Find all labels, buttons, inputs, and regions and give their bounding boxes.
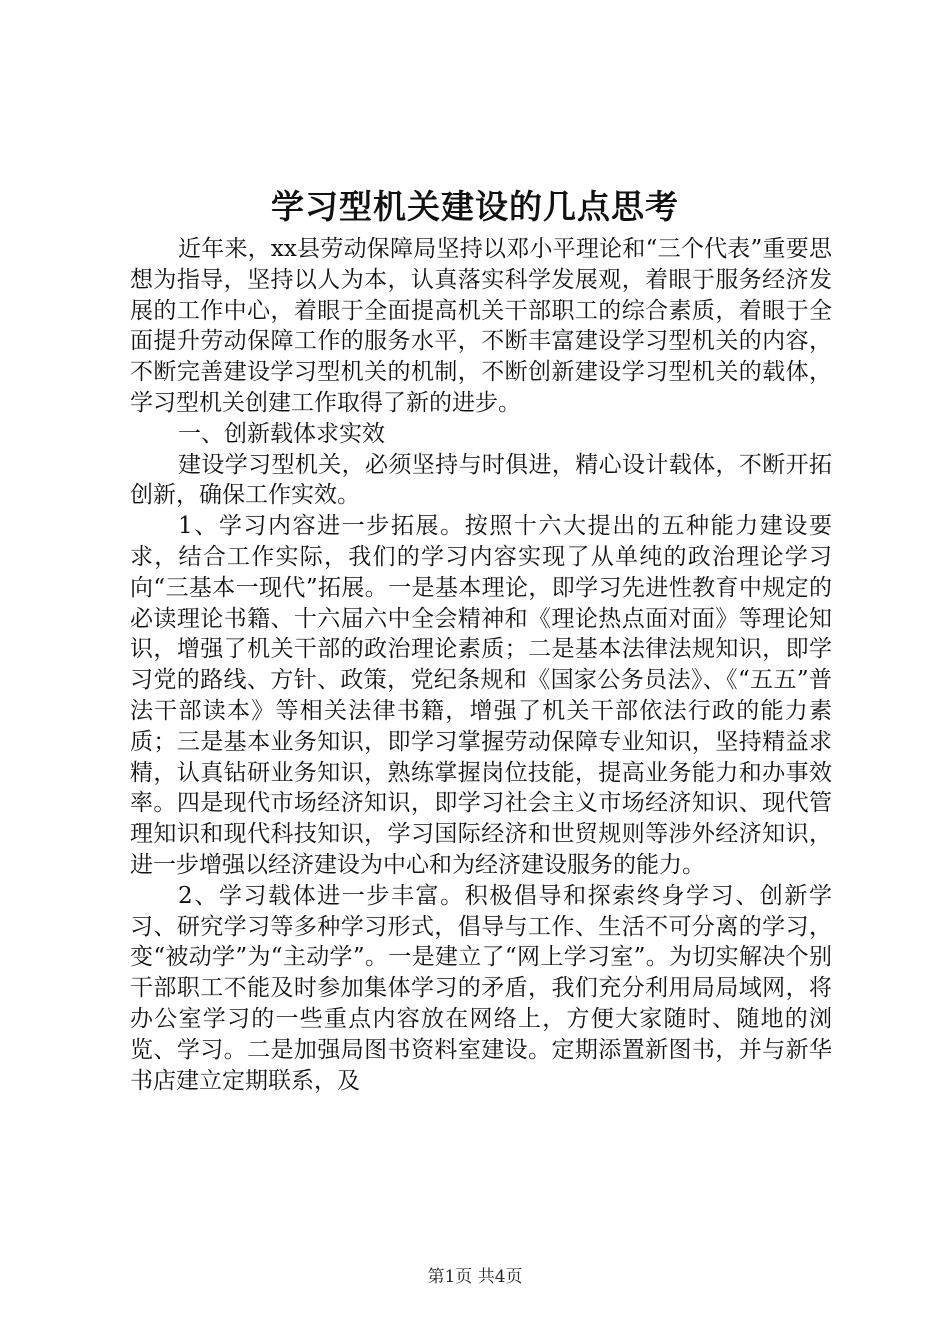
document-title: 学习型机关建设的几点思考	[271, 187, 679, 226]
paragraph-item-2: 2、学习载体进一步丰富。积极倡导和探索终身学习、创新学习、研究学习等多种学习形式，倡导与工作、生活不可分离的学习，变“被动学”为“主动学”。一是建立了“网上学习室”。为切实解决个别干部职工不能及时参加集体学习的矛盾，我们充分利用局局域网，将办公室学习的一些重点内容放在网络上，方便大家随时、随地的浏览、学习。二是加强局图书资料室建设。定期添置新图书，并与新华书店建立定期联系，及	[130, 882, 832, 1094]
section-heading-1: 一、创新载体求实效	[178, 420, 385, 447]
paragraph-item-1: 1、学习内容进一步拓展。按照十六大提出的五种能力建设要求，结合工作实际，我们的学习内容实现了从单纯的政治理论学习向“三基本一现代”拓展。一是基本理论，即学习先进性教育中规定的必读理论书籍、十六届六中全会精神和《理论热点面对面》等理论知识，增强了机关干部的政治理论素质；二是基本法律法规知识，即学习党的路线、方针、政策，党纪条规和《国家公务员法》、《“五五”普法干部读本》等相关法律书籍，增强了机关干部依法行政的能力素质；三是基本业务知识，即学习掌握劳动保障专业知识，坚持精益求精，认真钻研业务知识，熟练掌握岗位技能，提高业务能力和办事效率。四是现代市场经济知识，即学习社会主义市场经济知识、现代管理知识和现代科技知识，学习国际经济和世贸规则等涉外经济知识，进一步增强以经济建设为中心和为经济建设服务的能力。	[130, 513, 832, 878]
paragraph-section-intro: 建设学习型机关，必须坚持与时俱进，精心设计载体，不断开拓创新，确保工作实效。	[130, 451, 832, 509]
paragraph-intro: 近年来，xx县劳动保障局坚持以邓小平理论和“三个代表”重要思想为指导，坚持以人为本，认真落实科学发展观，着眼于服务经济发展的工作中心，着眼于全面提高机关干部职工的综合素质，着眼于全面提升劳动保障工作的服务水平，不断丰富建设学习型机关的内容，不断完善建设学习型机关的机制，不断创新建设学习型机关的载体，学习型机关创建工作取得了新的进步。	[130, 236, 832, 416]
document-body	[130, 234, 832, 1096]
page-number-footer: 第1页 共4页	[427, 1267, 523, 1287]
